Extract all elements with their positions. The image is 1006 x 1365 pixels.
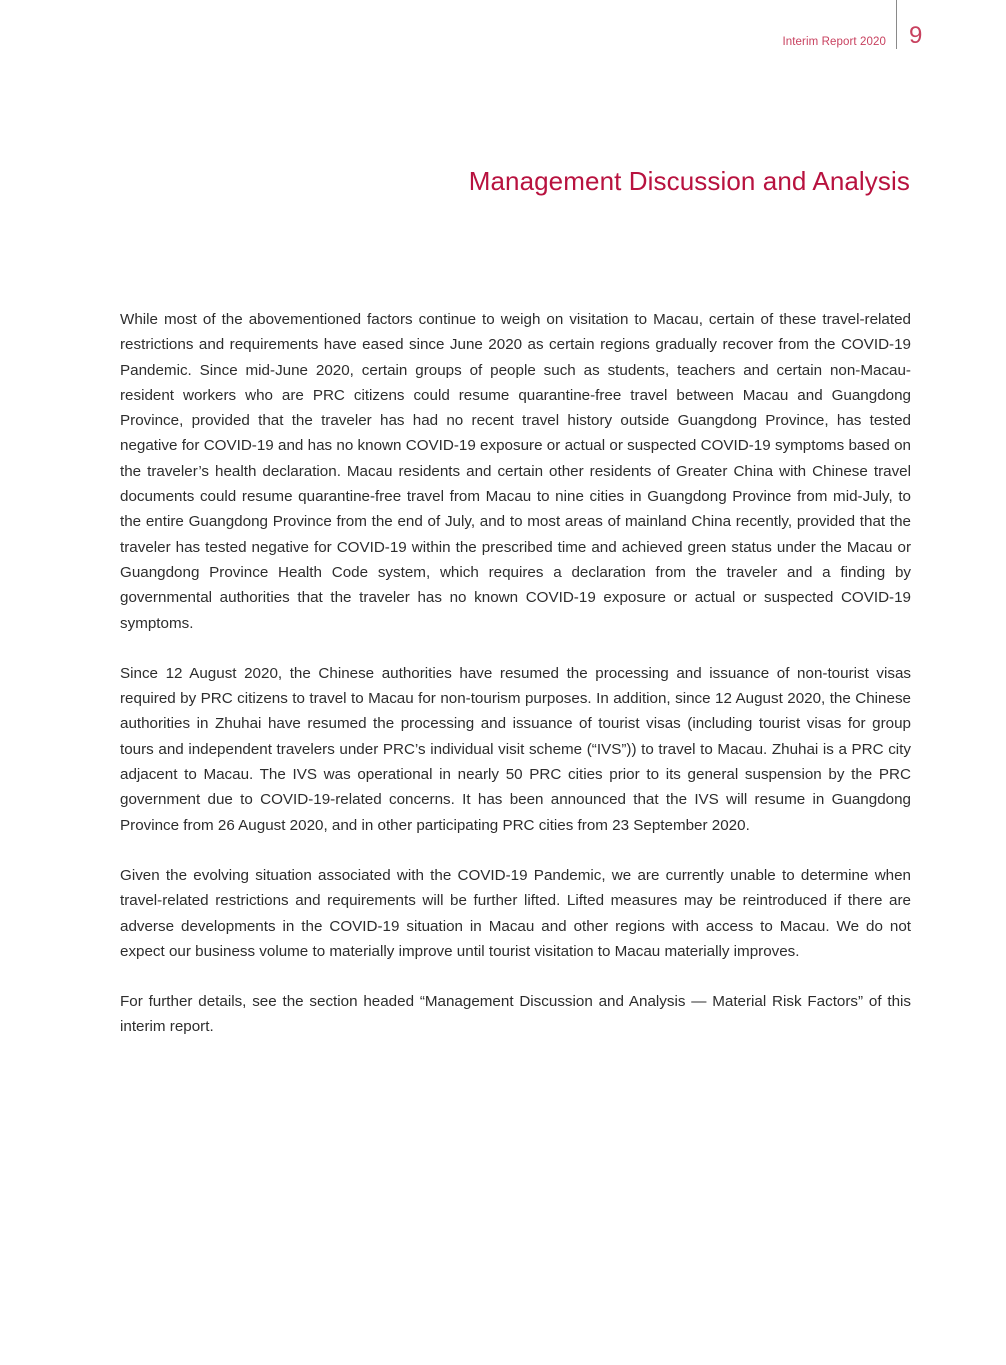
page-header <box>0 0 1006 60</box>
page-number: 9 <box>909 22 923 49</box>
body-content <box>120 307 911 1065</box>
paragraph: For further details, see the section headed “Management Discussion and Analysis — Material Risk Factors” of this interim report. <box>120 993 911 1036</box>
paragraph: Since 12 August 2020, the Chinese authorities have resumed the processing and issuance of non-tourist visas required by PRC citizens to travel to Macau for non-tourism purposes. In addition, since 12 August 2020, the Chinese authorities in Zhuhai have resumed the processing and issuance of tourist visas (including tourist visas for group tours and independent travelers under PRC’s individual visit scheme (“IVS”)) to travel to Macau. Zhuhai is a PRC city adjacent to Macau. The IVS was operational in nearly 50 PRC cities prior to its general suspension by the PRC government due to COVID-19-related concerns. It has been announced that the IVS will resume in Guangdong Province from 26 August 2020, and in other participating PRC cities from 23 September 2020. <box>120 664 911 834</box>
section-title: Management Discussion and Analysis <box>468 166 910 196</box>
paragraph: Given the evolving situation associated with the COVID-19 Pandemic, we are currently unable to determine when travel-related restrictions and requirements will be further lifted. Lifted measures may be reintroduced if there are adverse developments in the COVID-19 situation in Macau and other regions with access to Macau. We do not expect our business volume to materially improve until tourist visitation to Macau materially improves. <box>120 866 911 960</box>
header-divider <box>896 0 897 49</box>
paragraph: While most of the abovementioned factors continue to weigh on visitation to Macau, certain of these travel-related restrictions and requirements have eased since June 2020 as certain regions gradually recover from the COVID-19 Pandemic. Since mid-June 2020, certain groups of people such as students, teachers and certain non-Macau-resident workers who are PRC citizens could resume quarantine-free travel between Macau and Guangdong Province, provided that the traveler has had no recent travel history outside Guangdong Province, has tested negative for COVID-19 and has no known COVID-19 exposure or actual or suspected COVID-19 symptoms based on the traveler’s health declaration. Macau residents and certain other residents of Greater China with Chinese travel documents could resume quarantine-free travel from Macau to nine cities in Guangdong Province from mid-July, to the entire Guangdong Province from the end of July, and to most areas of mainland China recently, provided that the traveler has tested negative for COVID-19 within the prescribed time and achieved green status under the Macau or Guangdong Province Health Code system, which requires a declaration from the traveler and a finding by governmental authorities that the traveler has no known COVID-19 exposure or actual or suspected COVID-19 symptoms. <box>120 311 911 632</box>
report-title: Interim Report 2020 <box>782 36 886 48</box>
